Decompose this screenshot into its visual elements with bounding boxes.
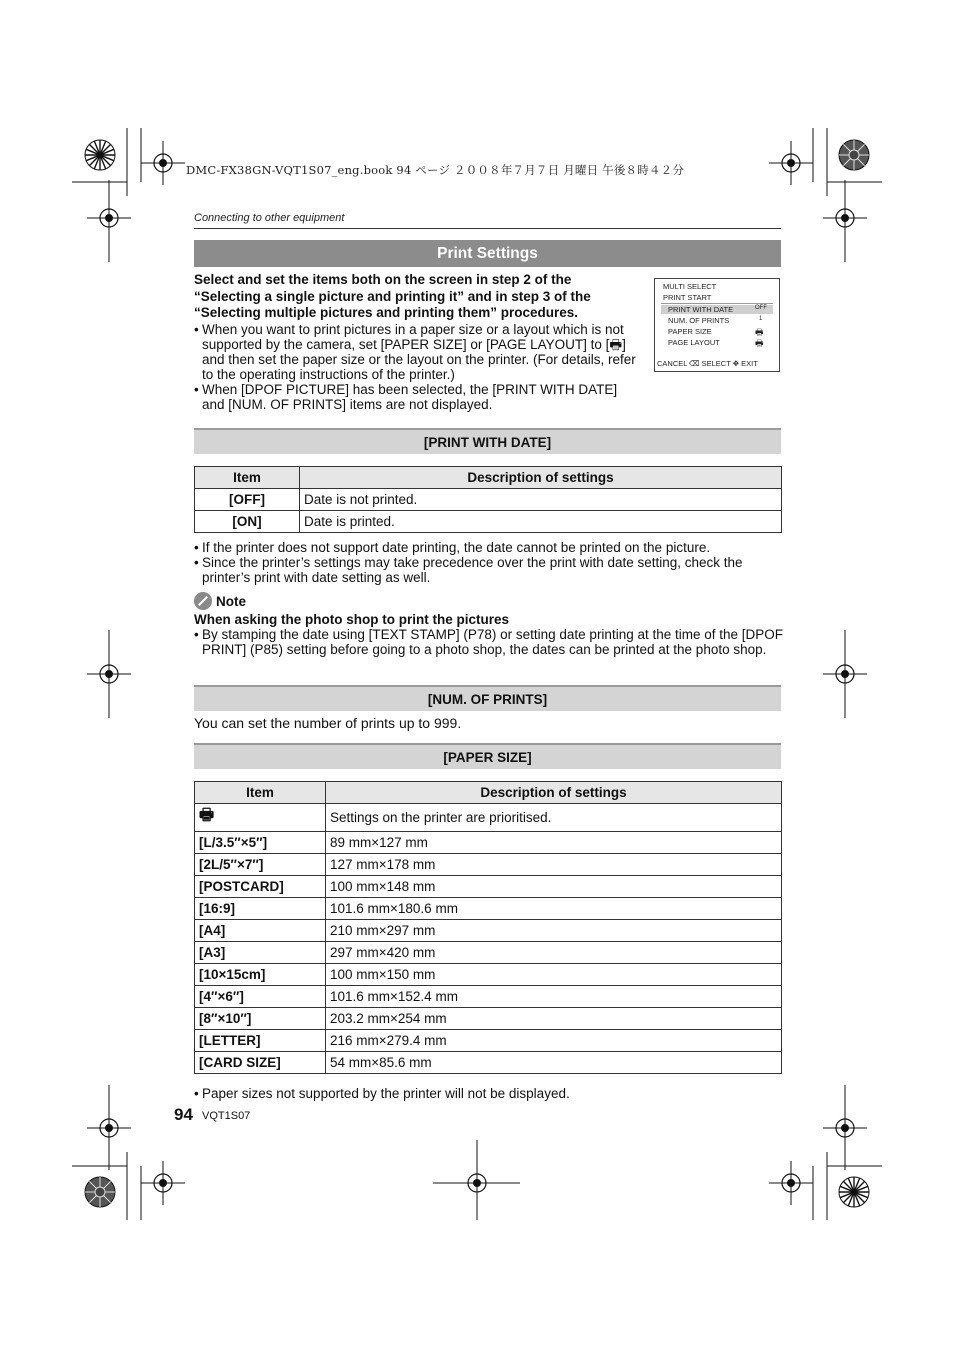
camera-screen-illustration (654, 278, 780, 372)
table-row (195, 1052, 782, 1074)
intro-bullets (194, 322, 639, 412)
lcd-item-label: PAGE LAYOUT (668, 338, 720, 347)
lcd-item-label: PRINT WITH DATE (668, 305, 734, 314)
cell-desc: 297 mm×420 mm (326, 942, 782, 964)
lcd-divider (661, 303, 773, 304)
lcd-title-2: PRINT START (663, 293, 712, 302)
cell-desc: Date is not printed. (300, 489, 782, 511)
cell-desc: Date is printed. (300, 511, 782, 533)
table-row (195, 804, 782, 832)
note-label: Note (216, 593, 246, 609)
lcd-item-value: 1 (759, 316, 763, 322)
cell-desc: 89 mm×127 mm (326, 832, 782, 854)
table-row (195, 964, 782, 986)
cell-item: [ON] (195, 511, 300, 533)
cell-item: [CARD SIZE] (195, 1052, 326, 1074)
cell-item: [A3] (195, 942, 326, 964)
cell-item: [10×15cm] (195, 964, 326, 986)
print-with-date-heading: [PRINT WITH DATE] (194, 428, 781, 454)
col-item: Item (195, 467, 300, 489)
page-title: Print Settings (194, 240, 781, 267)
cell-desc: 54 mm×85.6 mm (326, 1052, 782, 1074)
cell-item: [16:9] (195, 898, 326, 920)
col-description: Description of settings (326, 782, 782, 804)
printer-icon: 🖶 (755, 338, 764, 348)
note-heading (194, 592, 246, 610)
note-subhead: When asking the photo shop to print the pictures (194, 612, 509, 627)
paper-size-footnote (194, 1086, 784, 1101)
cell-item: [A4] (195, 920, 326, 942)
cell-desc: 101.6 mm×152.4 mm (326, 986, 782, 1008)
cell-item: [OFF] (195, 489, 300, 511)
cell-item: [POSTCARD] (195, 876, 326, 898)
list-item: • By stamping the date using [TEXT STAMP] (P78) or setting date printing at the time of the [DPOF PRINT] (P85) setting before going to a photo shop, the dates can be printed at the photo shop. (194, 627, 784, 657)
pencil-note-icon (194, 592, 212, 610)
table-row (195, 876, 782, 898)
cell-item: [4″×6″] (195, 986, 326, 1008)
page-code: VQT1S07 (202, 1110, 251, 1122)
cell-item: [8″×10″] (195, 1008, 326, 1030)
cell-desc: Settings on the printer are prioritised. (326, 804, 782, 832)
intro-block (194, 272, 639, 412)
header-rule (194, 228, 781, 229)
intro-instruction: Select and set the items both on the screen in step 2 of the “Selecting a single picture and printing it” and in step 3 of the “Selecting multiple pictures and printing them” procedures. (194, 272, 591, 320)
table-row (195, 1008, 782, 1030)
print-with-date-table (194, 466, 782, 533)
note-body (194, 627, 784, 657)
table-row (195, 854, 782, 876)
table-header-row (195, 782, 782, 804)
cell-desc: 100 mm×150 mm (326, 964, 782, 986)
lcd-title-1: MULTI SELECT (663, 282, 717, 291)
intro-bullet: • When you want to print pictures in a paper size or a layout which is not supported by the camera, set [PAPER SIZE] or [PAGE LAYOUT] to [🖶] and then set the paper size or the layout on the printer. (For details, refer to the operating instructions of the printer.) (194, 322, 639, 382)
intro-bullet: • When [DPOF PICTURE] has been selected, the [PRINT WITH DATE] and [NUM. OF PRINTS] items are not displayed. (194, 382, 639, 412)
cell-item: [LETTER] (195, 1030, 326, 1052)
lcd-footer: CANCEL ⌫ SELECT ✥ EXIT (657, 359, 758, 368)
table-row (195, 832, 782, 854)
table-row (195, 489, 782, 511)
table-row (195, 898, 782, 920)
paper-size-table (194, 781, 782, 1074)
list-item: • Since the printer’s settings may take precedence over the print with date setting, check the printer’s print with date setting as well. (194, 555, 784, 585)
table-header-row (195, 467, 782, 489)
lcd-item-label: NUM. OF PRINTS (668, 316, 730, 325)
page-number: 94 (174, 1105, 193, 1124)
list-item: • If the printer does not support date printing, the date cannot be printed on the picture. (194, 540, 784, 555)
lcd-item-value: OFF (755, 305, 767, 311)
table-row (195, 920, 782, 942)
printer-icon: 🖶 (755, 327, 764, 337)
printer-icon: 🖶 (195, 804, 326, 832)
cell-desc: 216 mm×279.4 mm (326, 1030, 782, 1052)
cell-desc: 101.6 mm×180.6 mm (326, 898, 782, 920)
cell-desc: 210 mm×297 mm (326, 920, 782, 942)
num-of-prints-heading: [NUM. OF PRINTS] (194, 685, 781, 711)
lcd-item-label: PAPER SIZE (668, 327, 712, 336)
paper-size-heading: [PAPER SIZE] (194, 743, 781, 769)
cell-desc: 100 mm×148 mm (326, 876, 782, 898)
print-with-date-notes (194, 540, 784, 585)
num-of-prints-text: You can set the number of prints up to 999. (194, 715, 462, 731)
cell-item: [2L/5″×7″] (195, 854, 326, 876)
col-item: Item (195, 782, 326, 804)
table-row (195, 511, 782, 533)
table-row (195, 942, 782, 964)
table-row (195, 1030, 782, 1052)
cell-desc: 127 mm×178 mm (326, 854, 782, 876)
file-header: DMC-FX38GN-VQT1S07_eng.book 94 ページ ２００８年７月７日 月曜日 午後８時４２分 (186, 163, 685, 177)
cell-item: [L/3.5″×5″] (195, 832, 326, 854)
table-row (195, 986, 782, 1008)
cell-desc: 203.2 mm×254 mm (326, 1008, 782, 1030)
col-description: Description of settings (300, 467, 782, 489)
list-item: • Paper sizes not supported by the printer will not be displayed. (194, 1086, 784, 1101)
running-head: Connecting to other equipment (194, 212, 345, 224)
